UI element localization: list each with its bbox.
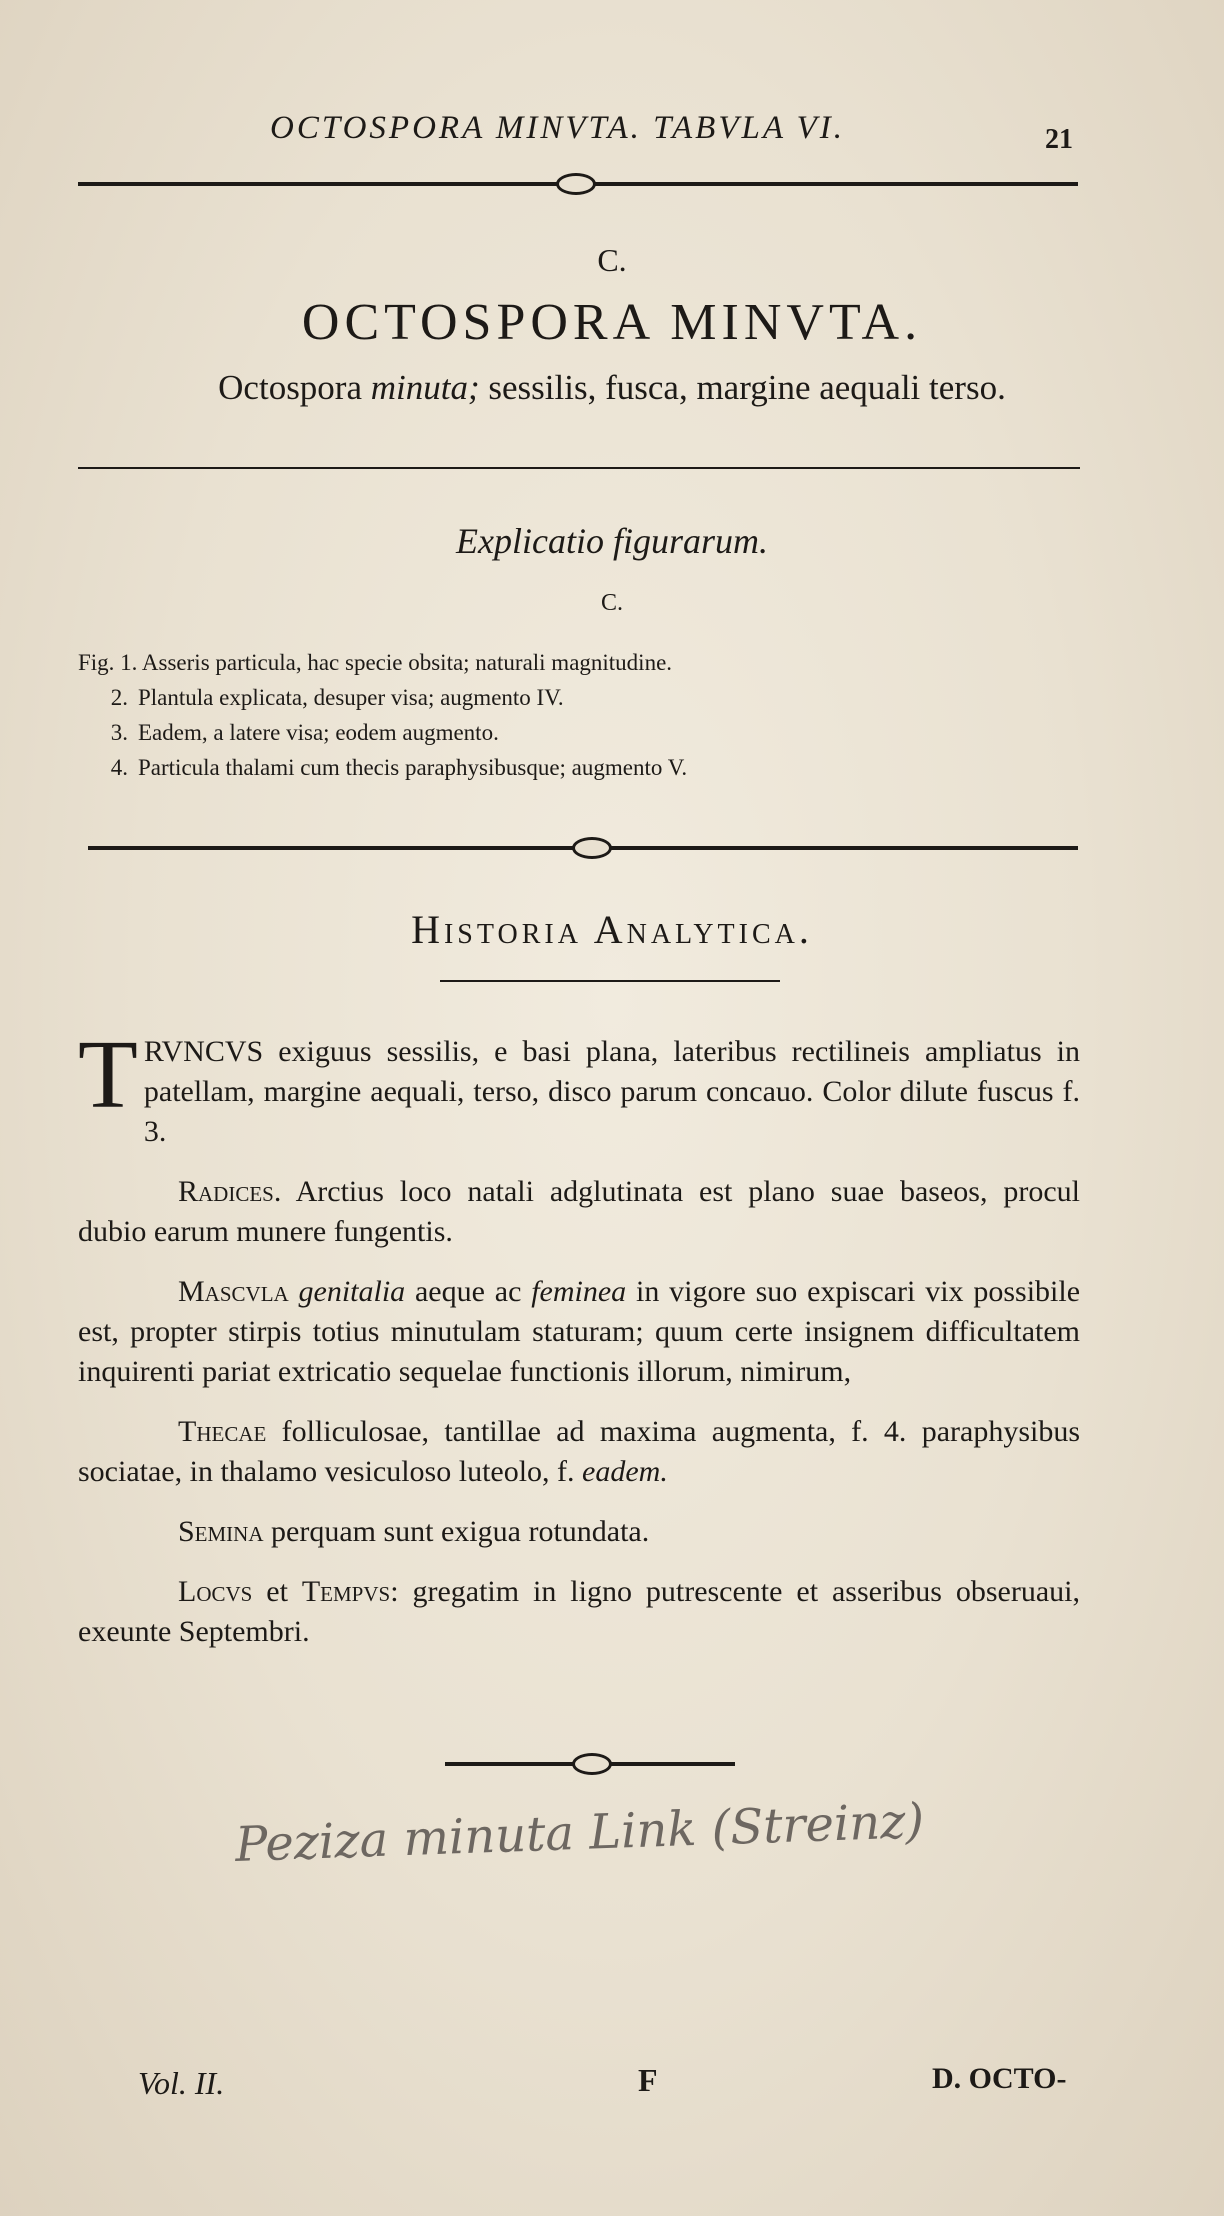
- paragraph-text: exiguus sessilis, e basi plana, lateribus rectilineis ampliatus in patellam, margine aequali, terso, disco parum concauo. Color dilute fuscus f. 3.: [143, 1035, 1080, 1148]
- paragraph-lead: Semina: [178, 1515, 264, 1548]
- rule-ornament: [572, 1753, 612, 1775]
- signature-mark: F: [638, 2062, 658, 2098]
- paragraph-radices: [78, 1172, 1080, 1252]
- figure-text: Plantula explicata, desuper visa; augmento IV.: [138, 685, 564, 710]
- paragraph-text: Arctius loco natali adglutinata est plano suae baseos, procul dubio earum munere fungentis.: [78, 1175, 1080, 1248]
- heading-underline: [440, 980, 780, 982]
- diagnosis-text: sessilis, fusca, margine aequali terso.: [488, 368, 1006, 407]
- figure-number: Fig. 1.: [78, 650, 138, 675]
- paragraph-text: perquam sunt exigua rotundata.: [263, 1515, 650, 1548]
- catchword: D. OCTO-: [932, 2062, 1067, 2095]
- figure-caption-2: [78, 685, 564, 711]
- rule-ornament: [572, 837, 612, 859]
- handwritten-annotation: Peziza minuta Link (Streinz): [234, 1792, 926, 1874]
- diagnosis-species: minuta;: [370, 368, 480, 407]
- figure-number: 4.: [110, 755, 128, 780]
- paragraph-text: aeque ac: [405, 1275, 532, 1308]
- figure-number: 2.: [110, 685, 128, 710]
- explicatio-letter: C.: [600, 590, 623, 616]
- species-title: OCTOSPORA MINVTA.: [301, 294, 923, 351]
- paragraph-truncus: [78, 1021, 1080, 1152]
- section-letter: C.: [597, 242, 627, 278]
- figure-number: 3.: [110, 720, 128, 745]
- paragraph-text: in vigore suo expiscari vix possibile est, propter stirpis totius minutulam staturam; quum certe insignem difficultatem inquirenti pariat extricatio sequelae functionis illorum, nimirum,: [78, 1275, 1081, 1388]
- historia-heading: Historia Analytica.: [411, 907, 813, 952]
- paragraph-lead: Radices.: [178, 1175, 282, 1208]
- page-number: 21: [1045, 124, 1073, 155]
- rule-ornament: [556, 173, 596, 195]
- paragraph-emphasis: feminea: [531, 1275, 627, 1308]
- paragraph-emphasis: eadem.: [582, 1455, 668, 1488]
- paragraph-lead: RVNCVS: [143, 1035, 264, 1068]
- paragraph-lead: Thecae: [178, 1415, 267, 1448]
- explicatio-heading: Explicatio figurarum.: [456, 521, 768, 561]
- paragraph-emphasis: genitalia: [298, 1275, 406, 1308]
- paragraph-thecae: [78, 1412, 1080, 1492]
- drop-cap: T: [78, 1021, 138, 1129]
- paragraph-semina: [78, 1512, 1080, 1552]
- paragraph-lead: Tempvs: [301, 1575, 391, 1608]
- paragraph-locus-tempus: [78, 1572, 1080, 1652]
- volume-number: Vol. II.: [138, 2065, 225, 2101]
- figure-caption-1: [78, 650, 672, 676]
- running-title: OCTOSPORA MINVTA. TABVLA VI.: [270, 110, 846, 146]
- paragraph-lead: Locvs: [178, 1575, 253, 1608]
- paragraph-text: et: [252, 1575, 302, 1608]
- diagnosis-genus: Octospora: [218, 368, 363, 407]
- figure-caption-3: [78, 720, 499, 746]
- paragraph-text: : gregatim in ligno putrescente et asseribus obseruaui, exeunte Septembri.: [78, 1575, 1080, 1648]
- figure-caption-4: [78, 755, 687, 781]
- figure-text: Eadem, a latere visa; eodem augmento.: [138, 720, 499, 745]
- figure-text: Asseris particula, hac specie obsita; naturali magnitudine.: [141, 650, 673, 675]
- figure-text: Particula thalami cum thecis paraphysibusque; augmento V.: [138, 755, 688, 780]
- section-divider: [78, 467, 1080, 469]
- paragraph-mascula: [78, 1272, 1080, 1392]
- species-diagnosis: [0, 368, 1224, 408]
- paragraph-text: folliculosae, tantillae ad maxima augmenta, f. 4. paraphysibus sociatae, in thalamo vesiculoso luteolo, f.: [78, 1415, 1080, 1488]
- paragraph-lead: Mascvla: [178, 1275, 289, 1308]
